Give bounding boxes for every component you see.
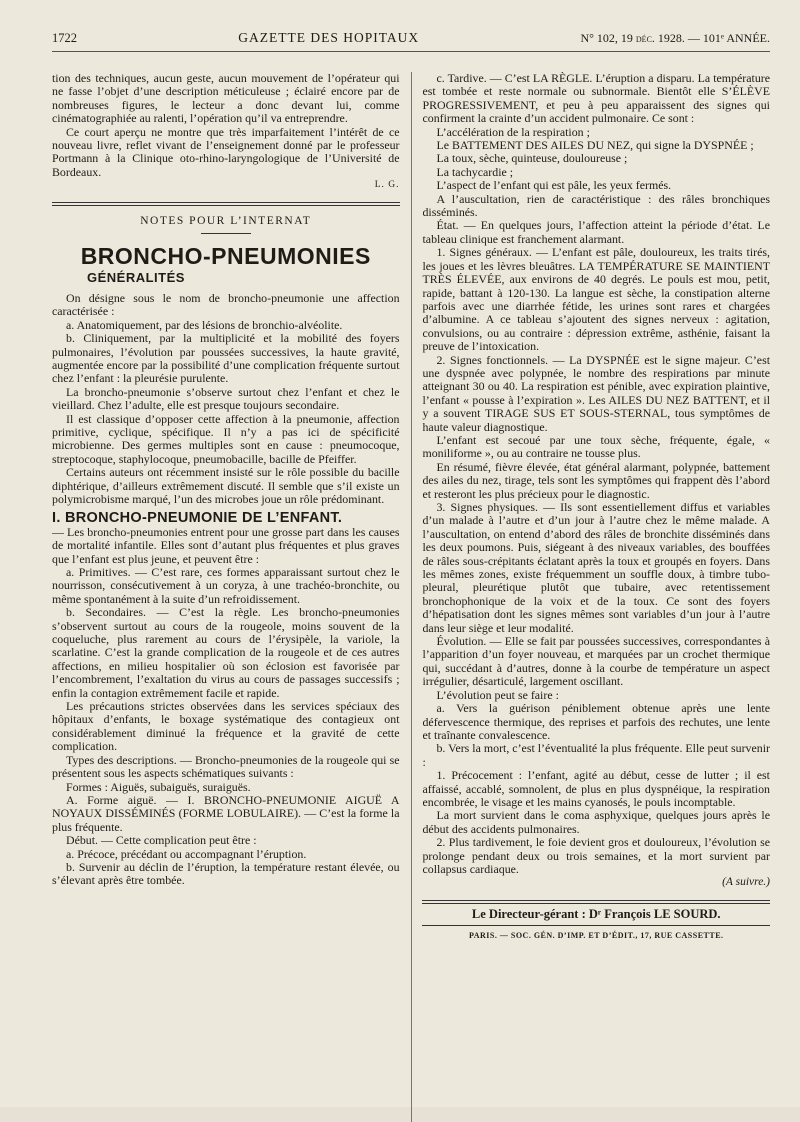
- paragraph: A l’auscultation, rien de caractéristique : des râles bronchiques disséminés.: [422, 191, 770, 220]
- paragraph: On désigne sous le nom de broncho-pneumonie une affection caractérisée :: [52, 290, 400, 319]
- paragraph: Le BATTEMENT DES AILES DU NEZ, qui signe la DYSPNÉE ;: [436, 138, 754, 153]
- printer-line: PARIS. — SOC. GÉN. D’IMP. ET D’ÉDIT., 17, RUE CASSETTE.: [468, 931, 724, 941]
- paragraph: c. Tardive. — C’est LA RÈGLE. L’éruption a disparu. La température est tombée et reste normale ou subnormale. Bientôt elle S’ÉLÈVE PROGRESSIVEMENT, et peu à peu apparaissent des signes qui confirment la crainte d’un accident pulmonaire. Ce sont :: [422, 72, 770, 126]
- single-rule: [422, 925, 770, 926]
- paragraph: — Les broncho-pneumonies entrent pour une grosse part dans les causes de mortalité infantile. Elles sont d’autant plus fréquentes et plus graves que l’enfant est plus jeune, et peuvent être :: [52, 524, 400, 566]
- paragraph: a. Anatomiquement, par des lésions de bronchio-alvéolite.: [66, 317, 343, 332]
- page-header: [52, 30, 770, 52]
- paragraph: La toux, sèche, quinteuse, douloureuse ;: [436, 151, 628, 166]
- paragraph: a. Vers la guérison péniblement obtenue après une lente défervescence thermique, des reprises et parfois des rechutes, une lente et traînante convalescence.: [422, 701, 770, 742]
- paragraph: a. Précoce, précédant ou accompagnant l’éruption.: [66, 846, 307, 861]
- paragraph: La tachycardie ;: [436, 164, 514, 179]
- paragraph: 1. Signes généraux. — L’enfant est pâle, douloureux, les traits tirés, les joues et les lèvres bleuâtres. LA TEMPÉRATURE SE MAINTIENT TRÈS ÉLEVÉE, aux environs de 40 degrés. Le pouls est mou, petit, rapide, battant à 120-130. La langue est sèche, la constipation alterne parfois avec une diarrhée fétide, les urines sont rares et chargées d’albumine. A ce tableau s’ajoutent des signes nerveux : agitation, convulsions, ou au contraire : dépression extrême, asthénie, faisant la preuve de l’intoxication.: [422, 245, 770, 354]
- paragraph: A. Forme aiguë. — I. BRONCHO-PNEUMONIE AIGUË A NOYAUX DISSÉMINÉS (FORME LOBULAIRE). — C’est la forme la plus fréquente.: [52, 792, 400, 834]
- paragraph: tion des techniques, aucun geste, aucun mouvement de l’opérateur qui ne fasse l’objet d’une description méticuleuse ; éclairé encore par de nombreuses figures, le lecteur a donc devant lui, comme cinématographiée au ralenti, l’opération qu’il va entreprendre.: [52, 72, 400, 126]
- paragraph: a. Primitives. — C’est rare, ces formes apparaissant surtout chez le nourrisson, consécutivement à un coryza, à une trachéo-bronchite, ou même spontanément à la suite d’un refroidissement.: [52, 565, 400, 606]
- director-line: Le Directeur-gérant : Dʳ François LE SOURD.: [471, 906, 721, 921]
- paragraph: Il est classique d’opposer cette affection à la pneumonie, affection primitive, cyclique, spécifique. Il n’y a pas ici de spécificité microbienne. Des germes multiples sont en cause : pneumocoque, streptocoque, staphylocoque, pneumobacille, bacille de Pfeiffer.: [52, 411, 400, 466]
- review-signature: L. G.: [374, 180, 400, 191]
- short-rule: [201, 233, 251, 234]
- paragraph: 2. Signes fonctionnels. — La DYSPNÉE est le signe majeur. C’est une dyspnée avec polypnée, le nombre des respirations par minute atteignant 30 ou 40. La respiration est pénible, avec expiration plaintive, l’enfant « pousse à l’expiration ». Les AILES DU NEZ BATTENT, et il y a souvent TIRAGE SUS ET SOUS-STERNAL, tous symptômes de haute valeur diagnostique.: [422, 352, 770, 434]
- double-rule: [422, 900, 770, 904]
- subheading-generalites: GÉNÉRALITÉS: [87, 270, 185, 286]
- paragraph: L’aspect de l’enfant qui est pâle, les yeux fermés.: [436, 178, 672, 193]
- two-column-body: [52, 72, 770, 1122]
- paragraph: Les précautions strictes observées dans les services spéciaux des hôpitaux d’enfants, le boxage systématique des contagieux ont considérablement diminué la fréquence et la gravité de cette complication.: [52, 699, 400, 754]
- paragraph: La broncho-pneumonie s’observe surtout chez l’enfant et chez le vieillard. Chez l’adulte, elle est presque toujours secondaire.: [52, 384, 400, 413]
- article-title: BRONCHO-PNEUMONIES: [80, 243, 371, 270]
- paragraph: Types des descriptions. — Broncho-pneumonies de la rougeole qui se présentent sous les aspects schématiques suivants :: [52, 752, 400, 781]
- paragraph: Début. — Cette complication peut être :: [66, 833, 257, 848]
- paragraph: b. Survenir au déclin de l’éruption, la température restant élevée, ou s’élevant après être tombée.: [52, 859, 400, 888]
- paragraph: 1. Précocement : l’enfant, agité au début, cesse de lutter ; il est affaissé, accablé, somnolent, de plus en plus dyspnéique, la respiration encombrée, le visage et les mains cyanosés, le pouls incomptable.: [422, 768, 770, 809]
- issue-info: N° 102, 19 déc. 1928. — 101ᵉ ANNÉE.: [580, 31, 770, 45]
- paragraph: b. Cliniquement, par la multiplicité et la mobilité des foyers pulmonaires, l’évolution par poussées successives, la haute gravité, augmentée encore par la possibilité d’une complication fréquente surtout chez l’enfant : la pleurésie purulente.: [52, 331, 400, 386]
- right-column: [411, 72, 770, 1122]
- paragraph: État. — En quelques jours, l’affection atteint la période d’état. Le tableau clinique est franchement alarmant.: [422, 218, 770, 246]
- paragraph: Ce court aperçu ne montre que très imparfaitement l’intérêt de ce nouveau livre, reflet vivant de l’enseignement donné par le professeur Portmann à la Clinique oto-rhino-laryngologique de l’Université de Bordeaux.: [52, 124, 400, 179]
- page-footer: [422, 900, 770, 943]
- paragraph: Évolution. — Elle se fait par poussées successives, correspondantes à l’apparition d’un foyer nouveau, et marquées par un crochet thermique qui, succédant à d’autres, donne à la courbe de température un aspect irrégulier, désarticulé, largement oscillant.: [422, 634, 770, 689]
- section-heading-enfant: I. BRONCHO-PNEUMONIE DE L’ENFANT.: [52, 510, 343, 527]
- to-be-continued: (A suivre.): [722, 876, 770, 889]
- left-column: [52, 72, 411, 1122]
- paragraph: L’évolution peut se faire :: [436, 687, 559, 702]
- paragraph: 3. Signes physiques. — Ils sont essentiellement diffus et variables d’un malade à l’autre et d’un jour à l’autre chez le même malade. A l’auscultation, on entend d’abord des râles de bronchite disséminés dans les deux poumons. Puis, siégeant à des niveaux variables, des bouffées de râles sous-crépitants éclatant après la toux et groupés en foyers. Dans les mêmes zones, existe fréquemment un souffle doux, à timbre tubo-pleural, pleurétique plutôt que tubaire, avec retentissement bronchophonique de la voix et de la toux. Ce sont des foyers d’hépatisation dont les signes mêmes sont variables d’un jour à l’autre dans leur siège et leur modalité.: [422, 500, 770, 635]
- paragraph: b. Vers la mort, c’est l’éventualité la plus fréquente. Elle peut survenir :: [422, 741, 770, 769]
- journal-title: GAZETTE DES HOPITAUX: [238, 30, 420, 45]
- paragraph: L’enfant est secoué par une toux sèche, fréquente, égale, « moniliforme », ou au contraire ne tousse plus.: [422, 432, 770, 461]
- paragraph: La mort survient dans le coma asphyxique, quelques jours après le début des accidents pulmonaires.: [422, 808, 770, 836]
- paragraph: 2. Plus tardivement, le foie devient gros et douloureux, l’évolution se prolonge pendant deux ou trois semaines, et la mort survient par collapsus cardiaque.: [422, 835, 770, 876]
- paragraph: Formes : Aiguës, subaiguës, suraiguës.: [66, 779, 251, 794]
- paragraph: En résumé, fièvre élevée, état général alarmant, polypnée, battement des ailes du nez, tirage, tels sont les symptômes qui frappent dès l’abord et resteront les plus précieux pour le diagnostic.: [422, 459, 770, 501]
- paragraph: L’accélération de la respiration ;: [436, 124, 590, 139]
- paragraph: b. Secondaires. — C’est la règle. Les broncho-pneumonies s’observent surtout au cours de la rougeole, moins souvent de la coqueluche, plus rarement au cours de l’érysipèle, la variole, la scarlatine. C’est la grande complication de la rougeole et de ces autres affections, en milieu hospitalier où son éclosion est favorisée par l’encombrement, l’exaltation du virus au cours de passages successifs ; enfin la contagion extrêmement facile et rapide.: [52, 605, 400, 700]
- page-number: 1722: [52, 31, 77, 45]
- double-rule: [52, 202, 400, 206]
- paragraph: Certains auteurs ont récemment insisté sur le rôle possible du bacille diphtérique, d’ailleurs extrêmement discuté. Il semble que s’il existe un polymicrobisme marqué, l’un des microbes joue un rôle prédominant.: [52, 465, 400, 506]
- section-heading-notes: NOTES POUR L’INTERNAT: [140, 214, 312, 227]
